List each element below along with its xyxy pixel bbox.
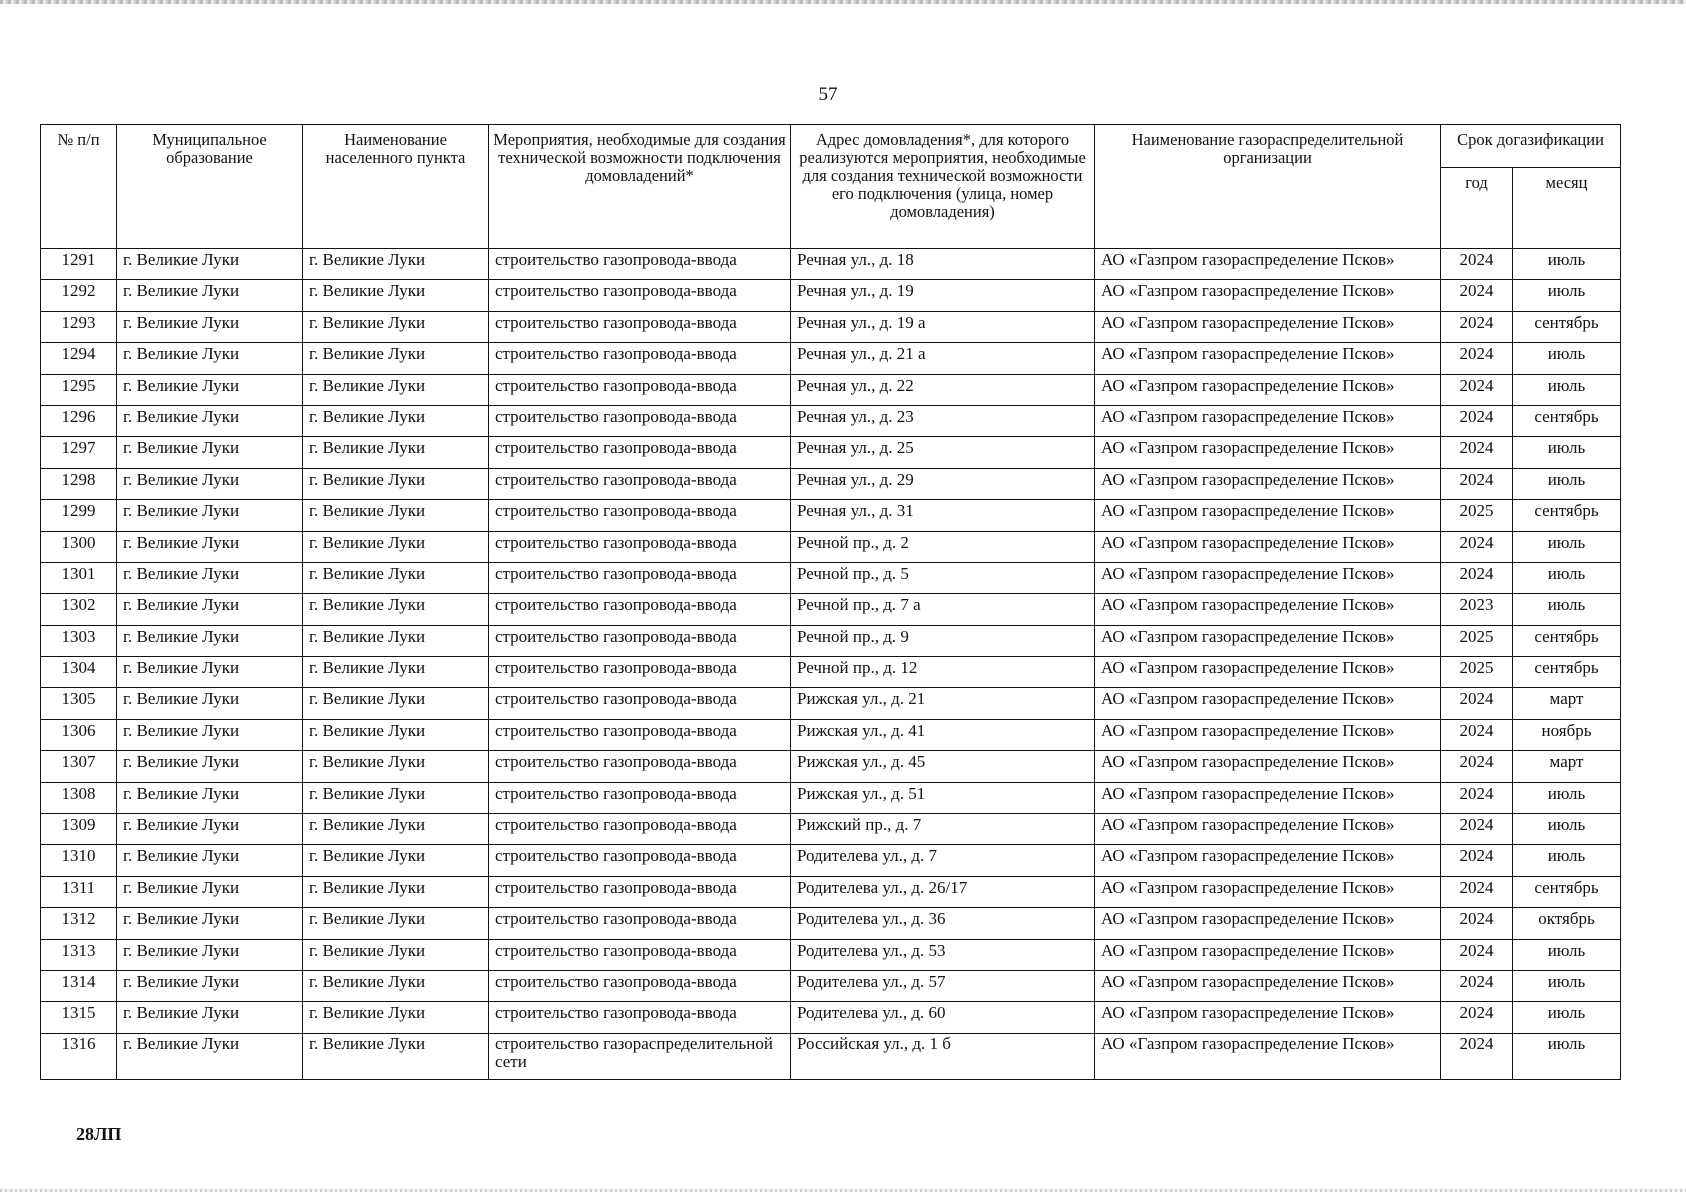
cell-month: июль [1513, 280, 1621, 311]
cell-year: 2024 [1441, 531, 1513, 562]
cell-measure: строительство газопровода-ввода [489, 845, 791, 876]
table-row [41, 280, 1621, 311]
cell-measure: строительство газопровода-ввода [489, 1002, 791, 1033]
cell-year: 2025 [1441, 500, 1513, 531]
cell-measure: строительство газопровода-ввода [489, 625, 791, 656]
cell-year: 2024 [1441, 939, 1513, 970]
header-gas-org: Наименование газораспределительной организации [1095, 125, 1441, 249]
cell-settlement: г. Великие Луки [303, 625, 489, 656]
cell-year: 2024 [1441, 1002, 1513, 1033]
cell-measure: строительство газопровода-ввода [489, 343, 791, 374]
cell-gas-org: АО «Газпром газораспределение Псков» [1095, 970, 1441, 1001]
cell-num: 1295 [41, 374, 117, 405]
cell-num: 1296 [41, 405, 117, 436]
cell-month: июль [1513, 845, 1621, 876]
cell-gas-org: АО «Газпром газораспределение Псков» [1095, 939, 1441, 970]
header-year: год [1441, 168, 1513, 249]
cell-settlement: г. Великие Луки [303, 437, 489, 468]
table-row [41, 562, 1621, 593]
cell-gas-org: АО «Газпром газораспределение Псков» [1095, 374, 1441, 405]
table-row [41, 814, 1621, 845]
cell-measure: строительство газопровода-ввода [489, 562, 791, 593]
cell-address: Речной пр., д. 9 [791, 625, 1095, 656]
cell-settlement: г. Великие Луки [303, 814, 489, 845]
cell-measure: строительство газопровода-ввода [489, 814, 791, 845]
cell-municipality: г. Великие Луки [117, 437, 303, 468]
cell-gas-org: АО «Газпром газораспределение Псков» [1095, 311, 1441, 342]
cell-month: июль [1513, 1002, 1621, 1033]
cell-year: 2024 [1441, 311, 1513, 342]
cell-num: 1312 [41, 908, 117, 939]
cell-num: 1294 [41, 343, 117, 374]
cell-month: июль [1513, 782, 1621, 813]
cell-address: Родителева ул., д. 26/17 [791, 876, 1095, 907]
cell-month: март [1513, 688, 1621, 719]
table-row [41, 970, 1621, 1001]
cell-measure: строительство газопровода-ввода [489, 468, 791, 499]
cell-municipality: г. Великие Луки [117, 1002, 303, 1033]
cell-num: 1313 [41, 939, 117, 970]
table-row [41, 500, 1621, 531]
cell-address: Речная ул., д. 29 [791, 468, 1095, 499]
cell-measure: строительство газопровода-ввода [489, 500, 791, 531]
cell-settlement: г. Великие Луки [303, 280, 489, 311]
table-row [41, 374, 1621, 405]
cell-measure: строительство газопровода-ввода [489, 939, 791, 970]
cell-year: 2024 [1441, 562, 1513, 593]
cell-municipality: г. Великие Луки [117, 311, 303, 342]
cell-gas-org: АО «Газпром газораспределение Псков» [1095, 657, 1441, 688]
cell-address: Речной пр., д. 2 [791, 531, 1095, 562]
cell-municipality: г. Великие Луки [117, 280, 303, 311]
cell-municipality: г. Великие Луки [117, 468, 303, 499]
cell-measure: строительство газопровода-ввода [489, 280, 791, 311]
table-row [41, 688, 1621, 719]
header-deadline: Срок догазификации [1441, 125, 1621, 168]
cell-month: сентябрь [1513, 625, 1621, 656]
cell-num: 1311 [41, 876, 117, 907]
cell-settlement: г. Великие Луки [303, 657, 489, 688]
cell-measure: строительство газораспределительной сети [489, 1033, 791, 1079]
cell-gas-org: АО «Газпром газораспределение Псков» [1095, 405, 1441, 436]
cell-month: июль [1513, 531, 1621, 562]
cell-measure: строительство газопровода-ввода [489, 876, 791, 907]
footer-code: 28ЛП [76, 1124, 122, 1144]
cell-num: 1307 [41, 751, 117, 782]
cell-year: 2024 [1441, 719, 1513, 750]
table-row [41, 719, 1621, 750]
cell-municipality: г. Великие Луки [117, 751, 303, 782]
cell-gas-org: АО «Газпром газораспределение Псков» [1095, 814, 1441, 845]
cell-address: Рижская ул., д. 45 [791, 751, 1095, 782]
cell-measure: строительство газопровода-ввода [489, 688, 791, 719]
table-row [41, 876, 1621, 907]
cell-year: 2024 [1441, 814, 1513, 845]
cell-settlement: г. Великие Луки [303, 782, 489, 813]
cell-municipality: г. Великие Луки [117, 908, 303, 939]
header-row [41, 125, 1621, 168]
cell-measure: строительство газопровода-ввода [489, 405, 791, 436]
cell-municipality: г. Великие Луки [117, 688, 303, 719]
cell-num: 1310 [41, 845, 117, 876]
cell-num: 1299 [41, 500, 117, 531]
header-num: № п/п [41, 125, 117, 249]
cell-settlement: г. Великие Луки [303, 311, 489, 342]
cell-settlement: г. Великие Луки [303, 374, 489, 405]
cell-month: июль [1513, 1033, 1621, 1079]
cell-municipality: г. Великие Луки [117, 782, 303, 813]
cell-municipality: г. Великие Луки [117, 1033, 303, 1079]
cell-address: Родителева ул., д. 53 [791, 939, 1095, 970]
cell-year: 2024 [1441, 343, 1513, 374]
cell-num: 1293 [41, 311, 117, 342]
cell-gas-org: АО «Газпром газораспределение Псков» [1095, 249, 1441, 280]
cell-municipality: г. Великие Луки [117, 719, 303, 750]
cell-settlement: г. Великие Луки [303, 688, 489, 719]
cell-municipality: г. Великие Луки [117, 249, 303, 280]
cell-gas-org: АО «Газпром газораспределение Псков» [1095, 782, 1441, 813]
cell-num: 1297 [41, 437, 117, 468]
cell-address: Рижская ул., д. 51 [791, 782, 1095, 813]
cell-municipality: г. Великие Луки [117, 845, 303, 876]
cell-municipality: г. Великие Луки [117, 814, 303, 845]
cell-gas-org: АО «Газпром газораспределение Псков» [1095, 594, 1441, 625]
cell-year: 2024 [1441, 280, 1513, 311]
cell-month: ноябрь [1513, 719, 1621, 750]
cell-address: Речная ул., д. 21 а [791, 343, 1095, 374]
cell-settlement: г. Великие Луки [303, 405, 489, 436]
cell-year: 2024 [1441, 468, 1513, 499]
cell-num: 1303 [41, 625, 117, 656]
cell-num: 1314 [41, 970, 117, 1001]
cell-address: Родителева ул., д. 60 [791, 1002, 1095, 1033]
table-row [41, 908, 1621, 939]
cell-settlement: г. Великие Луки [303, 876, 489, 907]
cell-month: сентябрь [1513, 311, 1621, 342]
cell-gas-org: АО «Газпром газораспределение Псков» [1095, 468, 1441, 499]
cell-measure: строительство газопровода-ввода [489, 374, 791, 405]
cell-gas-org: АО «Газпром газораспределение Псков» [1095, 908, 1441, 939]
table-row [41, 343, 1621, 374]
cell-municipality: г. Великие Луки [117, 876, 303, 907]
page-number: 57 [818, 84, 838, 105]
cell-num: 1298 [41, 468, 117, 499]
cell-settlement: г. Великие Луки [303, 1002, 489, 1033]
cell-gas-org: АО «Газпром газораспределение Псков» [1095, 751, 1441, 782]
cell-year: 2024 [1441, 908, 1513, 939]
cell-municipality: г. Великие Луки [117, 343, 303, 374]
cell-gas-org: АО «Газпром газораспределение Псков» [1095, 437, 1441, 468]
cell-municipality: г. Великие Луки [117, 500, 303, 531]
cell-settlement: г. Великие Луки [303, 562, 489, 593]
cell-month: июль [1513, 468, 1621, 499]
cell-measure: строительство газопровода-ввода [489, 751, 791, 782]
cell-num: 1316 [41, 1033, 117, 1079]
cell-gas-org: АО «Газпром газораспределение Псков» [1095, 719, 1441, 750]
cell-settlement: г. Великие Луки [303, 468, 489, 499]
cell-settlement: г. Великие Луки [303, 531, 489, 562]
cell-address: Рижская ул., д. 21 [791, 688, 1095, 719]
table-row [41, 939, 1621, 970]
cell-settlement: г. Великие Луки [303, 908, 489, 939]
cell-municipality: г. Великие Луки [117, 405, 303, 436]
cell-measure: строительство газопровода-ввода [489, 311, 791, 342]
scan-bottom-edge [0, 1189, 1686, 1192]
cell-address: Речная ул., д. 23 [791, 405, 1095, 436]
cell-year: 2024 [1441, 405, 1513, 436]
cell-municipality: г. Великие Луки [117, 562, 303, 593]
cell-settlement: г. Великие Луки [303, 719, 489, 750]
table-row [41, 782, 1621, 813]
cell-month: июль [1513, 437, 1621, 468]
cell-municipality: г. Великие Луки [117, 970, 303, 1001]
table-row [41, 594, 1621, 625]
cell-year: 2024 [1441, 845, 1513, 876]
cell-gas-org: АО «Газпром газораспределение Псков» [1095, 1033, 1441, 1079]
cell-address: Речной пр., д. 12 [791, 657, 1095, 688]
cell-year: 2025 [1441, 625, 1513, 656]
cell-address: Речная ул., д. 22 [791, 374, 1095, 405]
table-row [41, 1033, 1621, 1079]
cell-address: Речной пр., д. 5 [791, 562, 1095, 593]
cell-municipality: г. Великие Луки [117, 531, 303, 562]
cell-address: Родителева ул., д. 57 [791, 970, 1095, 1001]
table-body [41, 249, 1621, 1080]
cell-month: сентябрь [1513, 500, 1621, 531]
cell-month: июль [1513, 343, 1621, 374]
cell-gas-org: АО «Газпром газораспределение Псков» [1095, 343, 1441, 374]
cell-month: июль [1513, 814, 1621, 845]
cell-month: июль [1513, 374, 1621, 405]
cell-municipality: г. Великие Луки [117, 939, 303, 970]
cell-gas-org: АО «Газпром газораспределение Псков» [1095, 876, 1441, 907]
cell-gas-org: АО «Газпром газораспределение Псков» [1095, 845, 1441, 876]
cell-municipality: г. Великие Луки [117, 374, 303, 405]
cell-num: 1302 [41, 594, 117, 625]
cell-month: июль [1513, 562, 1621, 593]
table-row [41, 751, 1621, 782]
gasification-table [40, 124, 1621, 1080]
cell-gas-org: АО «Газпром газораспределение Псков» [1095, 688, 1441, 719]
table-row [41, 657, 1621, 688]
cell-month: июль [1513, 939, 1621, 970]
cell-num: 1292 [41, 280, 117, 311]
table-row [41, 625, 1621, 656]
cell-month: сентябрь [1513, 876, 1621, 907]
cell-address: Речной пр., д. 7 а [791, 594, 1095, 625]
cell-settlement: г. Великие Луки [303, 970, 489, 1001]
cell-num: 1304 [41, 657, 117, 688]
cell-municipality: г. Великие Луки [117, 657, 303, 688]
cell-year: 2024 [1441, 782, 1513, 813]
cell-year: 2024 [1441, 876, 1513, 907]
cell-num: 1305 [41, 688, 117, 719]
cell-measure: строительство газопровода-ввода [489, 437, 791, 468]
cell-address: Российская ул., д. 1 б [791, 1033, 1095, 1079]
cell-address: Речная ул., д. 31 [791, 500, 1095, 531]
cell-num: 1301 [41, 562, 117, 593]
cell-gas-org: АО «Газпром газораспределение Псков» [1095, 562, 1441, 593]
cell-address: Речная ул., д. 19 [791, 280, 1095, 311]
cell-settlement: г. Великие Луки [303, 500, 489, 531]
cell-gas-org: АО «Газпром газораспределение Псков» [1095, 531, 1441, 562]
cell-settlement: г. Великие Луки [303, 845, 489, 876]
cell-measure: строительство газопровода-ввода [489, 594, 791, 625]
cell-year: 2025 [1441, 657, 1513, 688]
cell-year: 2023 [1441, 594, 1513, 625]
cell-municipality: г. Великие Луки [117, 625, 303, 656]
cell-gas-org: АО «Газпром газораспределение Псков» [1095, 280, 1441, 311]
cell-year: 2024 [1441, 751, 1513, 782]
cell-measure: строительство газопровода-ввода [489, 970, 791, 1001]
cell-num: 1291 [41, 249, 117, 280]
cell-address: Родителева ул., д. 36 [791, 908, 1095, 939]
cell-month: сентябрь [1513, 405, 1621, 436]
cell-address: Речная ул., д. 18 [791, 249, 1095, 280]
cell-gas-org: АО «Газпром газораспределение Псков» [1095, 500, 1441, 531]
header-address: Адрес домовладения*, для которого реализуются мероприятия, необходимые для создания технической возможности его подключения (улица, номер домовладения) [791, 125, 1095, 249]
cell-measure: строительство газопровода-ввода [489, 657, 791, 688]
cell-settlement: г. Великие Луки [303, 343, 489, 374]
cell-year: 2024 [1441, 970, 1513, 1001]
cell-measure: строительство газопровода-ввода [489, 908, 791, 939]
cell-year: 2024 [1441, 688, 1513, 719]
table-row [41, 249, 1621, 280]
table-row [41, 311, 1621, 342]
cell-month: июль [1513, 970, 1621, 1001]
cell-month: сентябрь [1513, 657, 1621, 688]
table-row [41, 405, 1621, 436]
cell-num: 1300 [41, 531, 117, 562]
cell-address: Рижский пр., д. 7 [791, 814, 1095, 845]
cell-address: Речная ул., д. 19 а [791, 311, 1095, 342]
table-row [41, 468, 1621, 499]
cell-municipality: г. Великие Луки [117, 594, 303, 625]
cell-year: 2024 [1441, 374, 1513, 405]
cell-month: март [1513, 751, 1621, 782]
table-row [41, 1002, 1621, 1033]
cell-year: 2024 [1441, 249, 1513, 280]
cell-settlement: г. Великие Луки [303, 939, 489, 970]
cell-address: Родителева ул., д. 7 [791, 845, 1095, 876]
cell-gas-org: АО «Газпром газораспределение Псков» [1095, 1002, 1441, 1033]
cell-measure: строительство газопровода-ввода [489, 531, 791, 562]
table-row [41, 845, 1621, 876]
header-measures: Мероприятия, необходимые для создания технической возможности подключения домовладений* [489, 125, 791, 249]
cell-month: июль [1513, 594, 1621, 625]
cell-settlement: г. Великие Луки [303, 1033, 489, 1079]
cell-num: 1306 [41, 719, 117, 750]
cell-year: 2024 [1441, 1033, 1513, 1079]
table-row [41, 437, 1621, 468]
cell-measure: строительство газопровода-ввода [489, 249, 791, 280]
header-settlement: Наименование населенного пункта [303, 125, 489, 249]
cell-settlement: г. Великие Луки [303, 594, 489, 625]
cell-month: октябрь [1513, 908, 1621, 939]
table-row [41, 531, 1621, 562]
cell-gas-org: АО «Газпром газораспределение Псков» [1095, 625, 1441, 656]
scan-top-edge [0, 0, 1686, 4]
cell-year: 2024 [1441, 437, 1513, 468]
header-municipality: Муниципальное образование [117, 125, 303, 249]
cell-measure: строительство газопровода-ввода [489, 719, 791, 750]
cell-num: 1315 [41, 1002, 117, 1033]
cell-num: 1308 [41, 782, 117, 813]
cell-num: 1309 [41, 814, 117, 845]
header-month: месяц [1513, 168, 1621, 249]
cell-settlement: г. Великие Луки [303, 751, 489, 782]
cell-address: Речная ул., д. 25 [791, 437, 1095, 468]
cell-address: Рижская ул., д. 41 [791, 719, 1095, 750]
cell-month: июль [1513, 249, 1621, 280]
cell-measure: строительство газопровода-ввода [489, 782, 791, 813]
cell-settlement: г. Великие Луки [303, 249, 489, 280]
